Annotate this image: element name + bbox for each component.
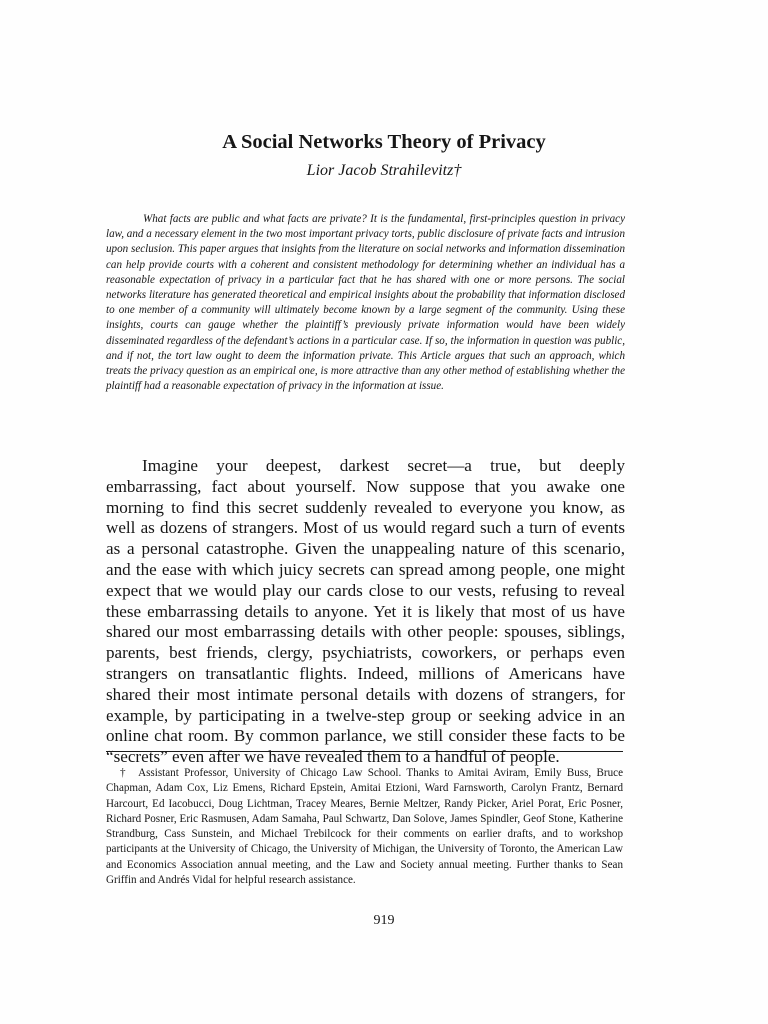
footnote-text: Assistant Professor, University of Chicago Law School. Thanks to Amitai Aviram, Emily Buss, Bruce Chapman, Adam Cox, Liz Emens, Richard Epstein, Amitai Etzioni, Ward Farnsworth, Carolyn Frantz, Bernard Harcourt, Ed Iacobucci, Doug Lichtman, Tracey Meares, Bernie Meltzer, Randy Picker, Ariel Porat, Eric Posner, Richard Posner, Eric Rasmusen, Adam Samaha, Paul Schwartz, Dan Solove, James Spindler, Geof Stone, Katherine Strandburg, Cass Sunstein, and Michael Trebilcock for their comments on earlier drafts, and to workshop participants at the University of Chicago, the University of Michigan, the University of Toronto, the American Law and Economics Association annual meeting, and the Law and Society annual meeting. Further thanks to Sean Griffin and Andrés Vidal for helpful research assistance.: [106, 767, 623, 887]
author-footnote-mark: †: [453, 162, 462, 179]
author-name: Lior Jacob Strahilevitz: [306, 162, 454, 179]
footnote-marker: †: [120, 767, 129, 779]
footnote-divider: [106, 751, 623, 752]
article-title: A Social Networks Theory of Privacy: [222, 131, 546, 153]
body-paragraph: Imagine your deepest, darkest secret—a true, but deeply embarrassing, fact about yourself. Now suppose that you awake one morning to find this secret suddenly revealed to everyone you know, as well as dozens of strangers. Most of us would regard such a turn of events as a personal catastrophe. Given the unappealing nature of this scenario, and the ease with which juicy secrets can spread among people, one might expect that we would play our cards close to our vests, refusing to reveal these embarrassing details to anyone. Yet it is likely that most of us have shared our most embarrassing details with other people: spouses, siblings, parents, best friends, clergy, psychiatrists, coworkers, or perhaps even strangers on transatlantic flights. Indeed, millions of Americans have shared their most intimate personal details with dozens of strangers, for example, by participating in a twelve-step group or seeking advice in an online chat room. By common parlance, we still consider these facts to be “secrets” even after we have revealed them to a handful of people.: [106, 456, 625, 767]
page-number: 919: [373, 913, 395, 928]
author-line: [0, 160, 768, 182]
abstract: What facts are public and what facts are private? It is the fundamental, first-principles question in privacy law, and a necessary element in the two most important privacy torts, public disclosure of private facts and intrusion upon seclusion. This paper argues that insights from the literature on social networks and information dissemination can help provide courts with a coherent and consistent methodology for determining whether an individual has a reasonable expectation of privacy in a particular fact that he has shared with one or more persons. The social networks literature has generated theoretical and empirical insights about the probability that information disclosed to one member of a community will ultimately become known by a large segment of the community. Using these insights, courts can gauge whether the plaintiff’s previously private information would have been widely disseminated regardless of the defendant’s actions in a particular case. If so, the information in question was public, and if not, the tort law ought to deem the information private. This Article argues that such an approach, which treats the privacy question as an empirical one, is more attractive than any other method of establishing whether the plaintiff had a reasonable expectation of privacy in the information at issue.: [106, 213, 625, 393]
footnote: [106, 766, 623, 888]
